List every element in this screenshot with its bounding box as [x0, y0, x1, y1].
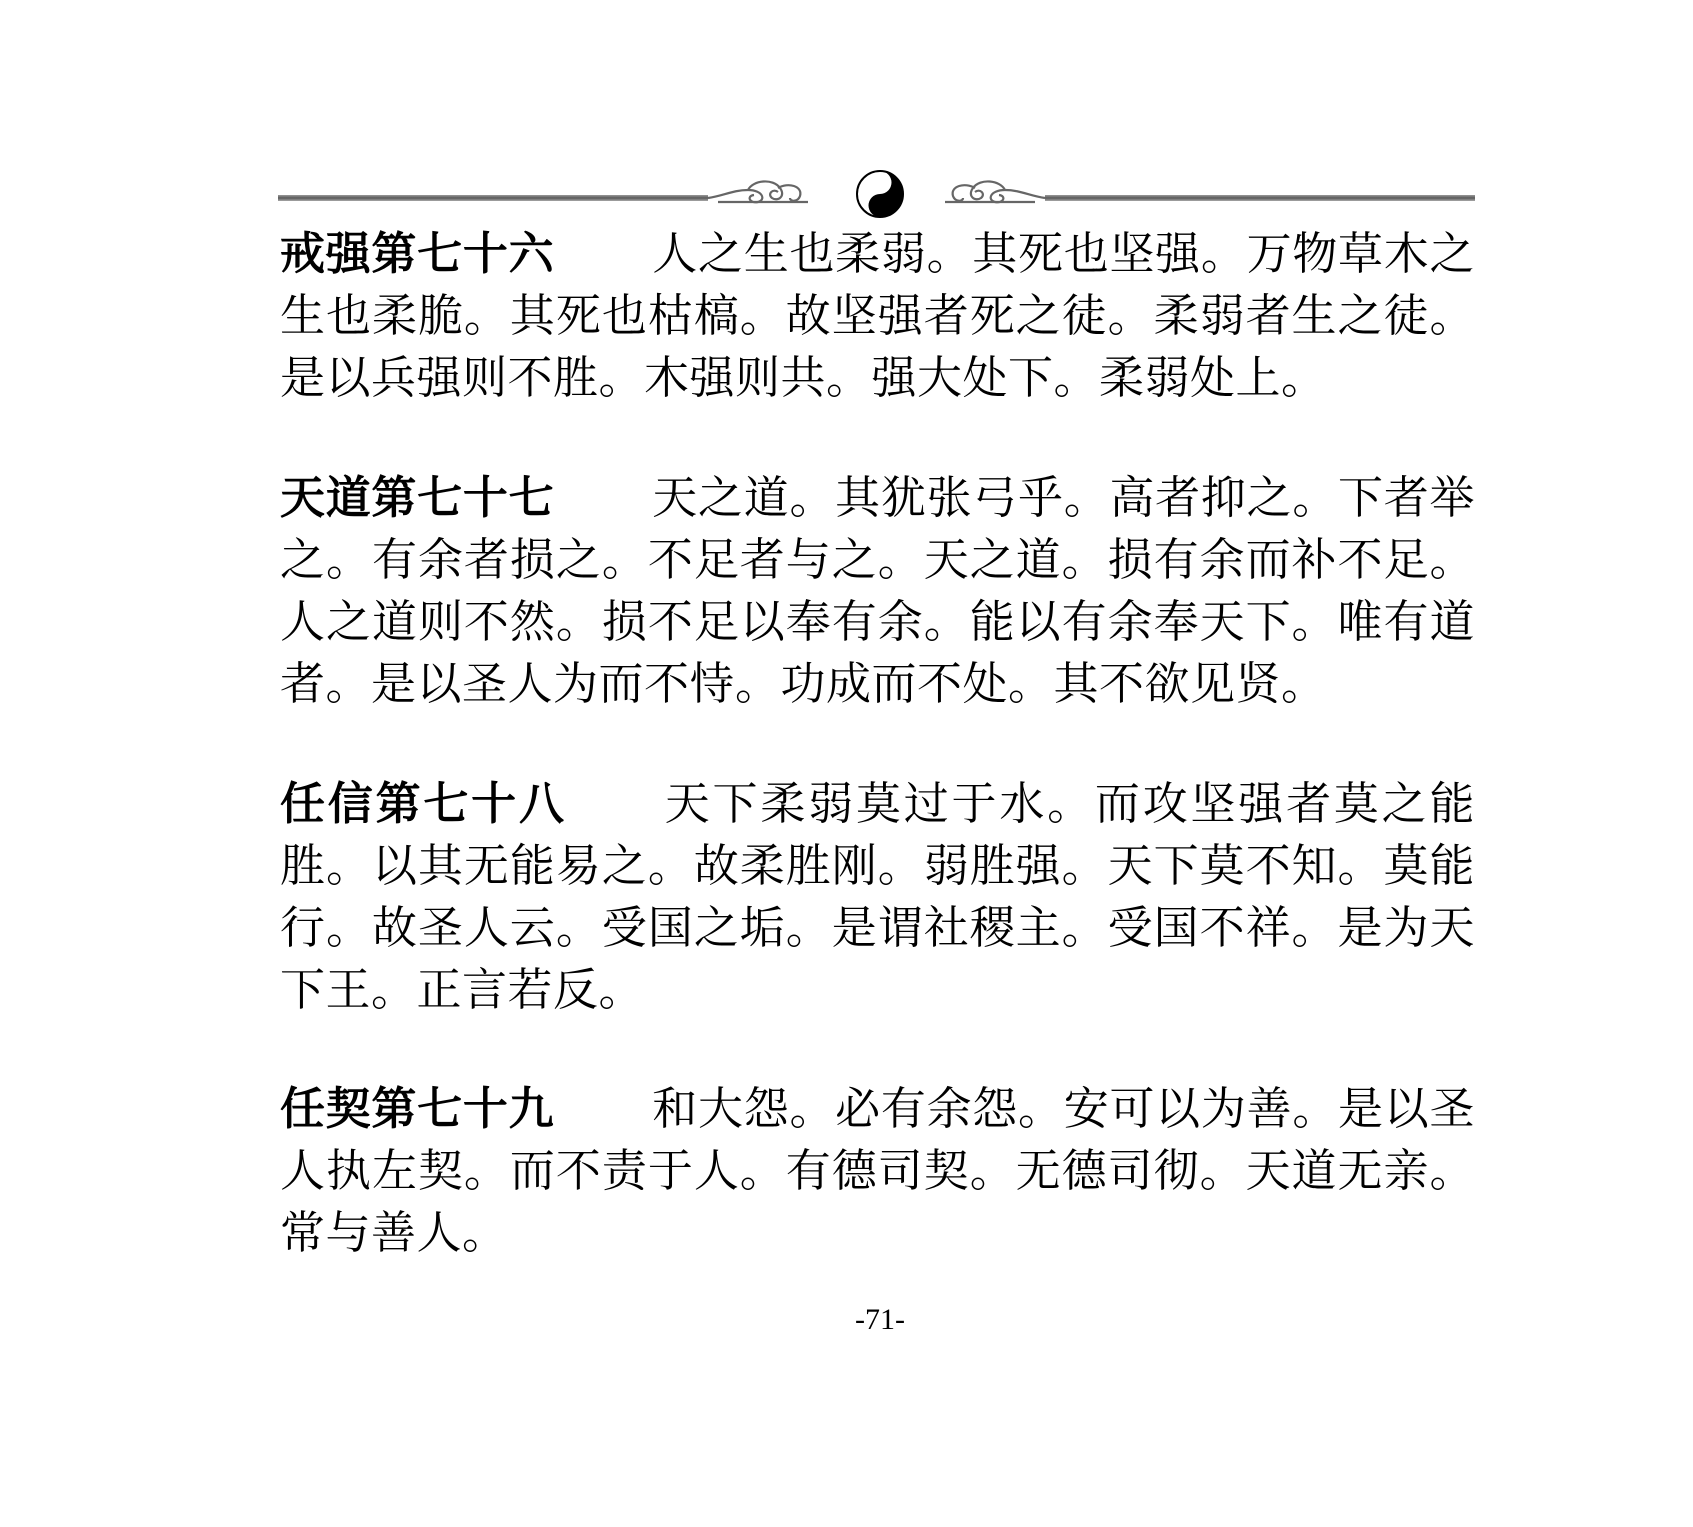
cloud-icon-left [708, 181, 808, 202]
divider-bar-right [1045, 195, 1475, 201]
chapter-body: 天之道。其犹张弓乎。高者抑之。下者举之。有余者损之。不足者与之。天之道。损有余而补不足。人之道则不然。损不足以奉有余。能以有余奉天下。唯有道者。是以圣人为而不恃。功成而不处。其不欲见贤。 [280, 471, 1475, 710]
chapter-77-paragraph [280, 467, 1475, 715]
chapter-title: 任信第七十八 [280, 777, 567, 830]
chapter-body: 天下柔弱莫过于水。而攻坚强者莫之能胜。以其无能易之。故柔胜刚。弱胜强。天下莫不知。莫能行。故圣人云。受国之垢。是谓社稷主。受国不祥。是为天下王。正言若反。 [280, 777, 1475, 1016]
chapter-78-paragraph [280, 773, 1475, 1021]
chapter-title: 戒强第七十六 [280, 227, 555, 280]
chapter-body: 和大怨。必有余怨。安可以为善。是以圣人执左契。而不责于人。有德司契。无德司彻。天道无亲。常与善人。 [280, 1082, 1475, 1259]
chapter-title: 任契第七十九 [280, 1082, 555, 1135]
header-ornament [278, 168, 1475, 218]
divider-bar-left [278, 195, 708, 201]
chapter-79-paragraph [280, 1078, 1475, 1264]
yin-yang-icon [857, 171, 903, 217]
chapter-title: 天道第七十七 [280, 471, 555, 524]
cloud-icon-right [945, 181, 1045, 202]
chapter-body: 人之生也柔弱。其死也坚强。万物草木之生也柔脆。其死也枯槁。故坚强者死之徒。柔弱者生之徒。是以兵强则不胜。木强则共。强大处下。柔弱处上。 [280, 227, 1475, 404]
page-number: -71- [855, 1303, 905, 1336]
chapter-76-paragraph [280, 223, 1475, 409]
